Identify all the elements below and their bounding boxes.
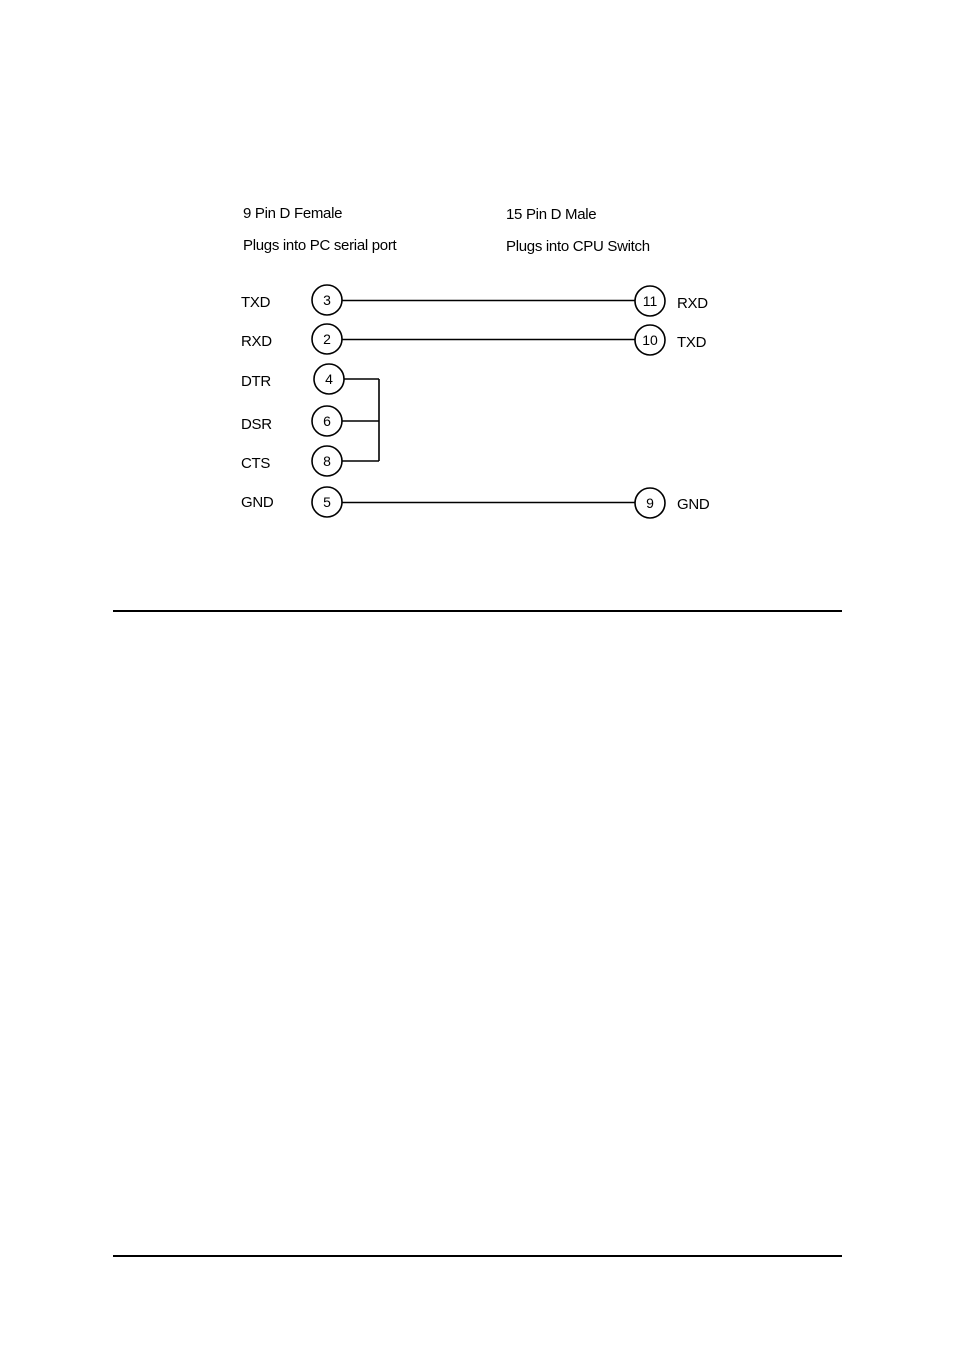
left-pin-6 <box>241 406 342 436</box>
left-pin-group <box>241 285 344 517</box>
signal-label: GND <box>677 496 710 513</box>
divider-top <box>113 610 842 612</box>
signal-label: RXD <box>677 295 708 312</box>
pin-number: 11 <box>642 293 658 309</box>
left-pin-8 <box>241 446 342 476</box>
signal-label: TXD <box>241 294 271 311</box>
signal-label: CTS <box>241 455 271 472</box>
signal-label: GND <box>241 494 274 511</box>
signal-label: DSR <box>241 416 272 433</box>
right-connector-subtitle: Plugs into CPU Switch <box>506 238 650 255</box>
wires <box>342 301 635 503</box>
left-pin-4 <box>241 364 344 394</box>
left-pin-2 <box>241 324 342 354</box>
right-pin-11 <box>635 286 708 316</box>
right-connector-title: 15 Pin D Male <box>506 206 597 223</box>
pin-number: 4 <box>325 371 333 387</box>
pin-number: 10 <box>642 332 658 348</box>
pin-number: 9 <box>646 495 654 511</box>
signal-label: RXD <box>241 333 272 350</box>
signal-label: DTR <box>241 373 271 390</box>
right-pin-group <box>635 286 710 518</box>
pin-number: 3 <box>323 292 331 308</box>
left-connector-subtitle: Plugs into PC serial port <box>243 237 397 254</box>
pin-number: 5 <box>323 494 331 510</box>
pin-number: 8 <box>323 453 331 469</box>
left-pin-3 <box>241 285 342 315</box>
pin-number: 6 <box>323 413 331 429</box>
divider-bottom <box>113 1255 842 1257</box>
left-connector-title: 9 Pin D Female <box>243 205 343 222</box>
pin-number: 2 <box>323 331 331 347</box>
right-pin-10 <box>635 325 707 355</box>
left-pin-5 <box>241 487 342 517</box>
right-pin-9 <box>635 488 710 518</box>
signal-label: TXD <box>677 334 707 351</box>
